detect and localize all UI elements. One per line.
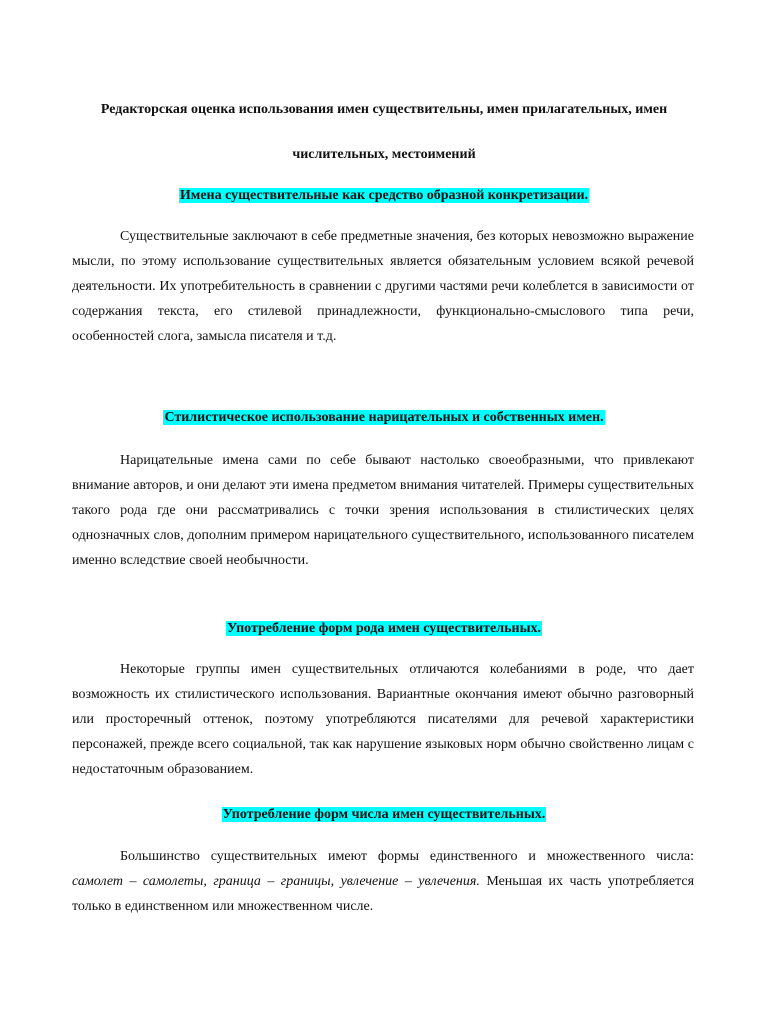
- section-heading-3-text: Употребление форм рода имен существительных.: [226, 621, 542, 636]
- section-paragraph-4: [72, 844, 694, 919]
- section-heading-2: [70, 409, 698, 427]
- paragraph-4-end: Меньшая их часть употребляется только в единственном или множественном числе.: [72, 874, 695, 914]
- section-paragraph-2: Нарицательные имена сами по себе бывают настолько своеобразными, что привлекают внимание авторов, и они делают эти имена предметом внимания читателей. Примеры существительных такого рода где они рассматривались с точки зрения использования в стилистических целях однозначных слов, дополним примером нарицательного существительного, использованного писателем именно вследствие своей необычности.: [72, 453, 695, 568]
- section-heading-1: [70, 187, 698, 205]
- section-heading-3: [70, 620, 698, 638]
- section-heading-4-text: Употребление форм числа имен существительных.: [222, 807, 546, 822]
- section-paragraph-1: Существительные заключают в себе предметные значения, без которых невозможно выражение мысли, по этому использование существительных является обязательным условием всякой речевой деятельности. Их употребительность в сравнении с другими частями речи колеблется в зависимости от содержания текста, его стилевой принадлежности, функционально-смыслового типа речи, особенностей слога, замысла писателя и т.д.: [72, 229, 694, 344]
- document-title-line-2: числительных, местоимений: [292, 147, 476, 162]
- paragraph-4-examples: самолет – самолеты, граница – границы, увлечение – увлечения.: [72, 874, 480, 889]
- section-heading-4: [70, 806, 698, 824]
- section-paragraph-3: Некоторые группы имен существительных отличаются колебаниями в роде, что дает возможность их стилистического использования. Вариантные окончания имеют обычно разговорный или просторечный оттенок, поэтому употребляются писателями для речевой характеристики персонажей, прежде всего социальной, так как нарушение языковых норм обычно свойственно лицам с недостаточным образованием.: [72, 662, 694, 777]
- paragraph-4-start: Большинство существительных имеют формы единственного и множественного числа:: [120, 849, 694, 864]
- section-heading-2-text: Стилистическое использование нарицательных и собственных имен.: [164, 410, 604, 425]
- section-heading-1-text: Имена существительные как средство образной конкретизации.: [179, 188, 589, 203]
- document-title-line-1: Редакторская оценка использования имен существительны, имен прилагательных, имен: [100, 102, 668, 117]
